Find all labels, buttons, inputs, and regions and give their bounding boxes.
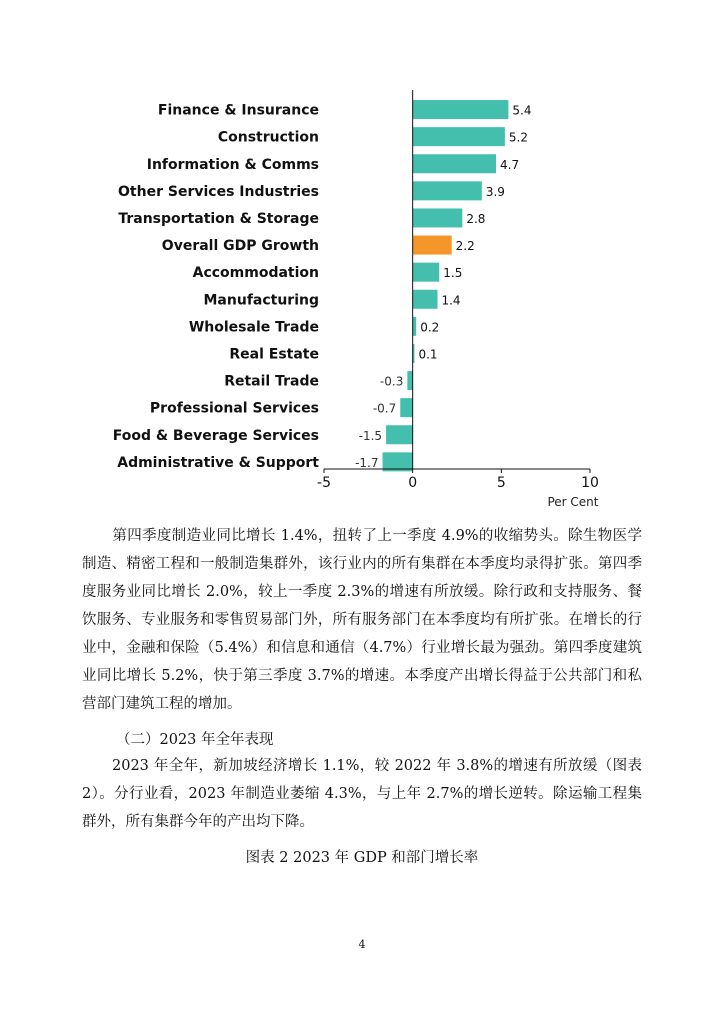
bar-wholesale-trade	[413, 317, 417, 336]
value-label: 1.5	[443, 266, 463, 281]
page-number: 4	[358, 938, 366, 951]
x-tick-label: -5	[317, 475, 331, 491]
bars-layer	[383, 100, 509, 471]
category-label: Wholesale Trade	[188, 319, 319, 336]
category-label: Manufacturing	[203, 292, 319, 309]
value-label: 3.9	[485, 184, 505, 199]
x-tick-label: 5	[496, 475, 506, 491]
bar-transportation-storage	[413, 208, 463, 227]
category-label: Transportation & Storage	[118, 210, 319, 227]
category-label: Real Estate	[229, 346, 319, 363]
section-heading: （二）2023 年全年表现	[116, 732, 274, 748]
category-label: Information & Comms	[146, 156, 319, 173]
bar-finance-insurance	[413, 100, 509, 119]
value-label: -1.7	[355, 455, 379, 470]
category-label: Professional Services	[149, 400, 319, 417]
bar-construction	[413, 127, 505, 146]
category-label: Administrative & Support	[117, 454, 319, 471]
x-axis-title: Per Cent	[547, 495, 599, 509]
x-tick-label: 10	[581, 475, 599, 491]
value-label: 5.2	[508, 130, 528, 145]
bar-information-comms	[413, 154, 496, 173]
category-label: Other Services Industries	[118, 183, 319, 200]
bar-accommodation	[413, 263, 440, 282]
paragraph-q4-text: 第四季度制造业同比增长 1.4%，扭转了上一季度 4.9%的收缩势头。除生物医学制造、精密工程和一般制造集群外，该行业内的所有集群在本季度均录得扩张。第四季度服务业同比增长 2.0%，较上一季度 2.3%的增速有所放缓。除行政和支持服务、餐饮服务、专业服务和零售贸易部门外，所有服务部门在本季度均有所扩张。在增长的行业中，金融和保险（5.4%）和信息和通信（4.7%）行业增长最为强劲。第四季度建筑业同比增长 5.2%，快于第三季度 3.7%的增速。本季度产出增长得益于公共部门和私营部门建筑工程的增加。	[82, 528, 642, 712]
category-label: Overall GDP Growth	[161, 238, 319, 255]
paragraph-q4-performance	[82, 522, 642, 718]
bar-overall-gdp-growth	[413, 236, 452, 255]
value-label: -0.3	[379, 374, 404, 389]
value-label: 2.8	[466, 211, 486, 226]
value-label: 5.4	[512, 103, 532, 118]
x-tick-label: 0	[408, 475, 418, 491]
category-label: Retail Trade	[224, 373, 319, 390]
bar-food-beverage-services	[386, 425, 413, 444]
figure-caption: 图表 2 2023 年 GDP 和部门增长率	[245, 850, 479, 866]
bar-manufacturing	[413, 290, 438, 309]
value-label: 1.4	[441, 293, 461, 308]
value-label: 4.7	[500, 157, 520, 172]
value-label: -1.5	[358, 428, 383, 443]
value-label: 0.1	[418, 347, 438, 362]
paragraph-full-year-text: 2023 年全年，新加坡经济增长 1.1%，较 2022 年 3.8%的增速有所放缓（图表 2）。分行业看，2023 年制造业萎缩 4.3%，与上年 2.7%的增长逆转。除运输工程集群外，所有集群今年的产出均下降。	[82, 758, 642, 830]
paragraph-full-year	[82, 752, 642, 836]
category-label: Finance & Insurance	[157, 102, 319, 119]
value-label: -0.7	[372, 401, 397, 416]
category-label: Construction	[217, 129, 319, 146]
value-label: 0.2	[420, 320, 440, 335]
category-label: Accommodation	[192, 265, 319, 282]
bar-retail-trade	[407, 371, 412, 390]
value-label: 2.2	[455, 239, 475, 254]
category-label: Food & Beverage Services	[112, 427, 319, 444]
bar-other-services-industries	[413, 181, 482, 200]
bar-professional-services	[400, 398, 412, 417]
